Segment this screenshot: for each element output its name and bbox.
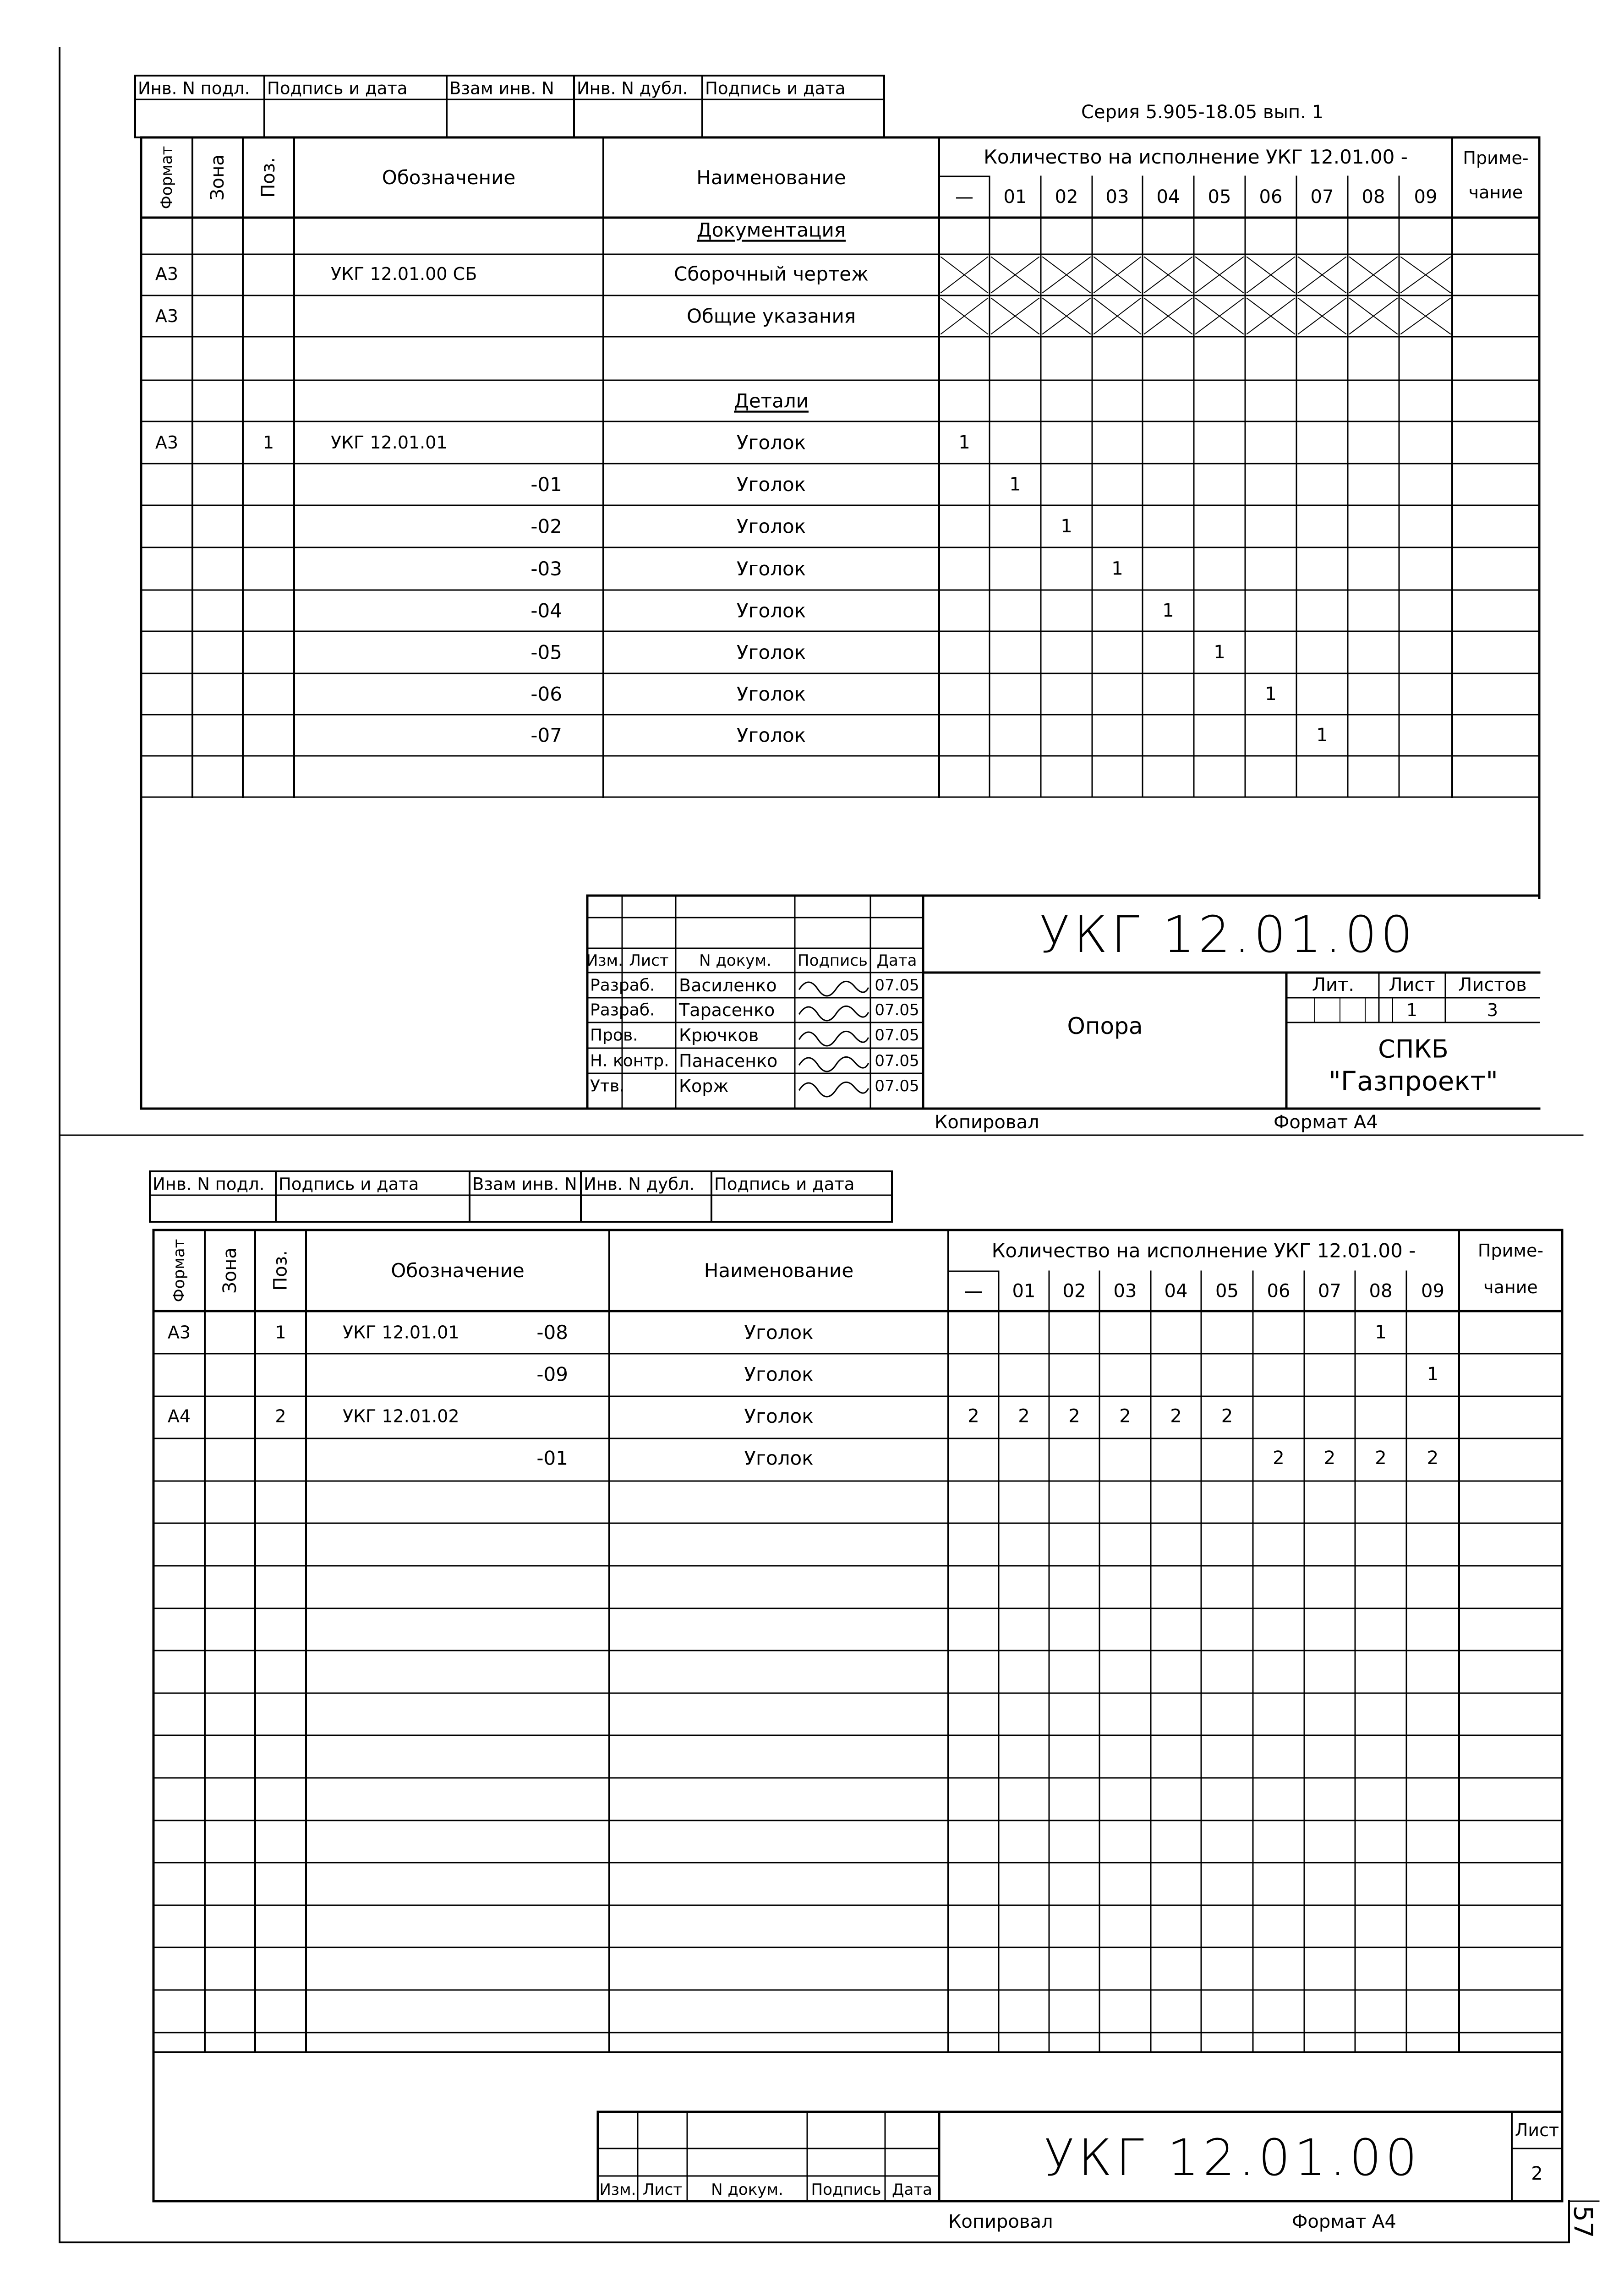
- org-name: СПКБ: [1378, 1034, 1449, 1064]
- page-number: 57: [1568, 2205, 1598, 2238]
- header-variant: 08: [1362, 186, 1385, 208]
- signer-date: 07.05: [875, 1077, 919, 1095]
- cell-name: Уголок: [736, 431, 806, 454]
- cell-qty: 1: [1162, 600, 1174, 621]
- stamp-label: Подпись и дата: [267, 78, 408, 98]
- cell-qty: 1: [1316, 725, 1328, 746]
- signer-name: Панасенко: [679, 1051, 778, 1071]
- tb-col-header: Изм.: [599, 2181, 636, 2199]
- header-variant: 03: [1113, 1280, 1137, 1302]
- cell-format: А3: [155, 432, 179, 453]
- cell-name: Уголок: [736, 558, 806, 580]
- header-variant: 05: [1215, 1280, 1239, 1302]
- signature-mark: [799, 1031, 868, 1046]
- stamp-label: Взам инв. N: [472, 1174, 577, 1194]
- copied-label: Копировал: [948, 2211, 1053, 2232]
- header-variant: 02: [1055, 186, 1078, 208]
- header-name: Наименование: [704, 1259, 854, 1282]
- stamp-label: Инв. N подл.: [138, 78, 250, 98]
- cell-qty: 2: [1170, 1405, 1182, 1427]
- header-name: Наименование: [696, 166, 846, 189]
- signer-name: Тарасенко: [679, 1000, 775, 1020]
- cell-designation: -06: [530, 683, 562, 705]
- cell-designation: -04: [530, 599, 562, 622]
- cell-name: Уголок: [744, 1363, 814, 1386]
- header-qty: Количество на исполнение УКГ 12.01.00 -: [991, 1239, 1416, 1262]
- header-note: Приме-: [1463, 148, 1529, 168]
- header-pos: Поз.: [270, 1250, 291, 1291]
- cell-name: Уголок: [736, 599, 806, 622]
- cell-qty: 2: [1068, 1405, 1080, 1427]
- tb-col-header: N докум.: [711, 2181, 783, 2199]
- stamp-label: Взам инв. N: [449, 78, 554, 98]
- sheets-count: 3: [1487, 1000, 1498, 1020]
- cell-qty: 1: [1009, 474, 1021, 495]
- signer-name: Корж: [679, 1076, 729, 1096]
- copied-label: Копировал: [935, 1112, 1039, 1133]
- cell-name: Уголок: [736, 724, 806, 747]
- header-pos: Поз.: [258, 157, 279, 198]
- signer-role: Утв.: [590, 1077, 625, 1096]
- drawing-code: УКГ 12.01.00: [1039, 905, 1416, 964]
- cell-pos: 1: [262, 432, 274, 453]
- tb-col-header: Подпись: [798, 951, 868, 970]
- header-variant: 07: [1310, 186, 1334, 208]
- cell-name: Детали: [734, 389, 809, 412]
- header-variant: 02: [1062, 1280, 1086, 1302]
- signer-role: Разраб.: [590, 976, 655, 995]
- cell-qty: 1: [1111, 558, 1123, 579]
- sheet-number: 2: [1531, 2163, 1543, 2184]
- signer-date: 07.05: [875, 1052, 919, 1070]
- cell-name: Уголок: [736, 515, 806, 538]
- header-variant: —: [964, 1280, 983, 1302]
- header-zone: Зона: [219, 1247, 241, 1294]
- cell-name: Документация: [696, 219, 846, 241]
- cell-name: Уголок: [736, 683, 806, 705]
- cell-designation: УКГ 12.01.01: [331, 432, 448, 453]
- format-label: Формат А4: [1274, 1112, 1378, 1133]
- header-note: чание: [1468, 182, 1523, 202]
- cell-qty: 1: [1265, 683, 1277, 705]
- header-zone: Зона: [207, 154, 228, 201]
- cell-qty: 1: [1427, 1364, 1439, 1385]
- cell-qty: 1: [1214, 642, 1225, 663]
- tb-col-header: Лист: [629, 951, 669, 970]
- cell-designation: УКГ 12.01.01: [343, 1322, 459, 1343]
- header-variant: 01: [1003, 186, 1027, 208]
- stamp-label: Подпись и дата: [714, 1174, 855, 1194]
- tb-col-header: Дата: [891, 2181, 933, 2199]
- cell-qty: 2: [1273, 1448, 1285, 1469]
- signature-mark: [799, 1006, 868, 1021]
- header-designation: Обозначение: [382, 166, 516, 189]
- cell-suffix: -08: [536, 1321, 568, 1344]
- stamp-label: Инв. N дубл.: [577, 78, 688, 98]
- stamp-label: Инв. N подл.: [153, 1174, 265, 1194]
- sheet-number: 1: [1406, 1000, 1418, 1020]
- cell-suffix: -09: [536, 1363, 568, 1386]
- cell-designation: -03: [530, 558, 562, 580]
- cell-name: Уголок: [736, 473, 806, 496]
- tb-col-header: Лист: [642, 2181, 683, 2199]
- drawing-title: Опора: [1067, 1013, 1143, 1039]
- cell-designation: -01: [530, 473, 562, 496]
- cell-designation: УКГ 12.01.02: [343, 1406, 459, 1427]
- cell-designation: УКГ 12.01.00 СБ: [331, 264, 477, 284]
- signature-mark: [799, 1082, 868, 1097]
- cell-name: Уголок: [744, 1447, 814, 1470]
- cell-qty: 1: [1061, 516, 1072, 537]
- cell-name: Уголок: [736, 641, 806, 664]
- header-variant: 04: [1156, 186, 1180, 208]
- header-variant: 06: [1267, 1280, 1290, 1302]
- sheet-header: Лист: [1515, 2120, 1559, 2140]
- cell-qty: 2: [1018, 1405, 1030, 1427]
- header-designation: Обозначение: [391, 1259, 525, 1282]
- header-variant: 03: [1105, 186, 1129, 208]
- signer-role: Пров.: [590, 1026, 638, 1045]
- cell-qty: 2: [1427, 1448, 1439, 1469]
- header-variant: 06: [1259, 186, 1283, 208]
- signer-name: Крючков: [679, 1025, 759, 1045]
- cell-designation: -05: [530, 641, 562, 664]
- sheets-header: Листов: [1458, 974, 1527, 995]
- header-note: чание: [1483, 1277, 1538, 1297]
- header-note: Приме-: [1477, 1241, 1544, 1261]
- cell-qty: 2: [1221, 1405, 1233, 1427]
- signer-date: 07.05: [875, 1001, 919, 1019]
- cell-qty: 2: [1119, 1405, 1131, 1427]
- stamp-label: Инв. N дубл.: [584, 1174, 695, 1194]
- signature-mark: [799, 1057, 868, 1071]
- tb-col-header: Дата: [876, 951, 917, 970]
- signature-mark: [799, 981, 868, 996]
- signer-name: Василенко: [679, 975, 777, 995]
- header-format: Формат: [158, 146, 176, 209]
- cell-name: Сборочный чертеж: [674, 262, 869, 285]
- tb-col-header: Подпись: [811, 2181, 881, 2199]
- cell-name: Уголок: [744, 1321, 814, 1344]
- cell-pos: 1: [275, 1322, 286, 1343]
- cell-name: Уголок: [744, 1405, 814, 1427]
- signer-role: Н. контр.: [590, 1051, 669, 1071]
- header-variant: —: [955, 186, 973, 208]
- header-qty: Количество на исполнение УКГ 12.01.00 -: [984, 146, 1408, 168]
- cell-qty: 1: [1375, 1322, 1387, 1343]
- cell-format: А3: [155, 306, 179, 326]
- series-label: Серия 5.905-18.05 вып. 1: [1081, 102, 1324, 123]
- header-variant: 04: [1164, 1280, 1188, 1302]
- cell-qty: 2: [968, 1405, 979, 1427]
- header-format: Формат: [170, 1239, 188, 1302]
- signer-date: 07.05: [875, 976, 919, 995]
- header-variant: 08: [1369, 1280, 1393, 1302]
- header-variant: 07: [1318, 1280, 1341, 1302]
- lit-header: Лит.: [1312, 974, 1355, 995]
- org-name: "Газпроект": [1329, 1066, 1498, 1097]
- format-label: Формат А4: [1292, 2211, 1396, 2232]
- cell-format: А3: [155, 264, 179, 284]
- cell-qty: 1: [958, 432, 970, 453]
- header-variant: 09: [1421, 1280, 1444, 1302]
- cell-suffix: -01: [536, 1447, 568, 1470]
- signer-date: 07.05: [875, 1026, 919, 1044]
- stamp-label: Подпись и дата: [705, 78, 846, 98]
- cell-format: А3: [167, 1322, 191, 1343]
- tb-col-header: N докум.: [699, 951, 771, 970]
- sheet-header: Лист: [1389, 974, 1435, 995]
- tb-col-header: Изм.: [586, 951, 623, 970]
- cell-qty: 2: [1375, 1448, 1387, 1469]
- drawing-code: УКГ 12.01.00: [1044, 2128, 1421, 2187]
- header-variant: 05: [1208, 186, 1231, 208]
- cell-pos: 2: [275, 1406, 286, 1427]
- signer-role: Разраб.: [590, 1000, 655, 1020]
- cell-name: Общие указания: [686, 305, 856, 328]
- cell-designation: -02: [530, 515, 562, 538]
- stamp-label: Подпись и дата: [279, 1174, 419, 1194]
- cell-format: А4: [167, 1406, 191, 1427]
- cell-designation: -07: [530, 724, 562, 747]
- cell-qty: 2: [1323, 1448, 1336, 1469]
- header-variant: 09: [1414, 186, 1438, 208]
- header-variant: 01: [1012, 1280, 1036, 1302]
